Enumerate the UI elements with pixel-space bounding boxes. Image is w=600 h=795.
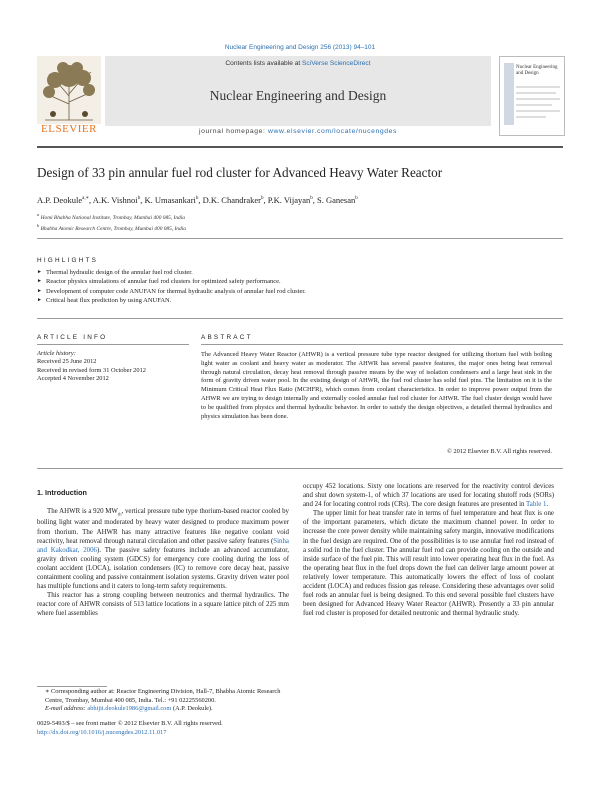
highlight-item: ► Thermal hydraulic design of the annular fuel rod cluster. [37, 268, 563, 277]
cover-stripe-icon [504, 63, 514, 125]
history-entry: Received in revised form 31 October 2012 [37, 366, 146, 374]
contents-prefix: Contents lists available at [225, 60, 303, 67]
author-sup: b [355, 196, 358, 202]
elsevier-logo [37, 56, 101, 136]
contents-line [105, 60, 491, 67]
author-sup: a,∗ [82, 196, 89, 202]
divider [37, 344, 189, 345]
para-text: ). The passive safety features include an advanced accumulator, gravity driven cooling system (GDCS) for emergency core cooling during the loss of coolant accident (LOCA), isolation condensers (IC) to remove core decay heat, passive containment cooling and passive containment isolation systems. Gravity driven water pool has multiple functions and it caters to long-term safety requirements. [37, 546, 290, 591]
table-link[interactable]: Table 1 [526, 501, 547, 509]
journal-cover [499, 56, 565, 136]
affiliation-text: Bhabha Atomic Research Centre, Trombay, Mumbai 400 085, India [40, 225, 186, 232]
author-name: S. Ganesan [317, 195, 356, 205]
author[interactable] [317, 195, 358, 205]
author-sep: , [88, 195, 93, 205]
highlights [37, 268, 563, 306]
abstract-text: The Advanced Heavy Water Reactor (AHWR) is a vertical pressure tube type reactor designed for utilizing thorium fuel with boiling light water as coolant and heavy water as moderator. The AHWR has several passive features, the major ones being heat removal through natural circulation, decay heat removal through passive means by the way of isolation condensers and a large heat sink in the form of gravity driven water pool. In the existing design of AHWR, the fuel rod cluster has solid fuel pins. The limitation on it is the Minimum Critical Heat Flux Ratio (MCHFR), which comes from coolant characteristics. In order to improve power output from the AHWR we are trying to design internally and externally cooled annular fuel rod cluster for AHWR. The fuel cluster design would have to be qualified from physics and thermal hydraulic behavior. In order to satisfy the design objectives, a detailed thermal hydraulics and physics simulation has been done. [201, 351, 552, 420]
para-text: . [546, 501, 549, 509]
divider [37, 468, 563, 469]
abstract-heading: ABSTRACT [201, 334, 253, 341]
affiliations [37, 211, 563, 233]
highlight-item: ► Development of computer code ANUFAN for thermal hydraulic analysis of annular fuel rod cluster. [37, 287, 563, 296]
email-link[interactable]: abhijit.deokule1986@gmail.com [87, 705, 172, 713]
journal-banner [105, 56, 491, 126]
paragraph: This reactor has a strong coupling between neutronics and thermal hydraulics. The reactor core of AHWR consists of 513 lattice locations in a square lattice pitch of 225 mm where fuel assemblies [37, 592, 289, 618]
author-name: A.K. Vishnoi [92, 195, 138, 205]
article-title: Design of 33 pin annular fuel rod cluster for Advanced Heavy Water Reactor [37, 165, 443, 180]
footnote [37, 688, 289, 714]
affiliation [37, 211, 563, 222]
divider [37, 238, 563, 239]
elsevier-wordmark: ELSEVIER [41, 123, 97, 135]
affiliation-key: a [37, 212, 40, 217]
email-line [37, 705, 289, 714]
highlights-heading: HIGHLIGHTS [37, 257, 99, 264]
article-history-label: Article history: [37, 350, 76, 357]
intro-right-column [303, 482, 554, 618]
paragraph [303, 482, 554, 509]
journal-header [37, 56, 563, 142]
article-info-heading: ARTICLE INFO [37, 334, 108, 341]
citation-link[interactable]: Sinha and Kakodkar, 2006 [37, 537, 289, 554]
paragraph [37, 507, 289, 591]
author[interactable] [37, 195, 93, 205]
cover-text-lines-icon [516, 85, 560, 125]
copyright: © 2012 Elsevier B.V. All rights reserved. [446, 448, 552, 455]
affiliation-text: Homi Bhabha National Institute, Trombay, Mumbai 400 085, India [40, 214, 185, 221]
journal-title: Nuclear Engineering and Design [209, 88, 387, 103]
affiliation-key: b [37, 222, 40, 228]
footnote-rule [37, 686, 107, 687]
affiliation [37, 222, 563, 233]
corresponding-author-note: ∗ Corresponding author at: Reactor Engineering Division, Hall-7, Bhabha Atomic Research Centre, Trombay, Mumbai 400 085, India. Tel.: +91 02225560200. [45, 688, 281, 704]
author[interactable] [93, 195, 145, 205]
cover-title: Nuclear Engineering and Design [516, 65, 558, 76]
divider [37, 318, 563, 319]
author-name: P.K. Vijayan [267, 195, 311, 205]
journal-citation[interactable]: Nuclear Engineering and Design 256 (2013) 94–101 [224, 44, 376, 51]
author-sep: , [263, 195, 268, 205]
issn-line: 0029-5493/$ – see front matter © 2012 Elsevier B.V. All rights reserved. [37, 720, 223, 727]
author-sep: , [312, 195, 318, 205]
author[interactable] [268, 195, 317, 205]
section-heading: 1. Introduction [37, 488, 87, 497]
header-rule [37, 146, 563, 148]
author-name: A.P. Deokule [37, 195, 83, 205]
author-name: K. Umasankari [144, 195, 196, 205]
elsevier-tree-icon [37, 56, 101, 124]
author-list [37, 195, 563, 205]
email-label: E-mail address: [45, 705, 88, 713]
para-text: occupy 452 locations. Sixty one locations are reserved for the reactivity control devices and shut down system-1, of which 37 locations are used for locating shutoff rods (SORs) and 24 for locating control rods (CRs). The core design features are presented in [303, 483, 554, 509]
front-matter [37, 720, 337, 737]
divider [201, 344, 563, 345]
email-suffix: (A.P. Deokule). [171, 705, 213, 713]
author-sup: b [195, 196, 199, 202]
sciencedirect-link[interactable]: SciVerse ScienceDirect [302, 60, 371, 67]
author-sup: b [260, 196, 264, 202]
author-sep: , [140, 195, 145, 205]
history-entry: Received 25 June 2012 [37, 358, 97, 366]
doi-link[interactable]: http://dx.doi.org/10.1016/j.nucengdes.2012.11.017 [37, 728, 167, 736]
author-name: D.K. Chandraker [202, 195, 261, 205]
highlight-item: ► Critical heat flux prediction by using ANUFAN. [37, 296, 563, 305]
highlight-item: ► Reactor physics simulations of annular fuel rod clusters for optimized safety performance. [37, 277, 563, 286]
homepage-line [105, 128, 491, 135]
para-text: The AHWR is a 920 MW [47, 508, 118, 515]
author[interactable] [203, 195, 268, 205]
article-history [37, 350, 189, 384]
homepage-prefix: journal homepage: [199, 128, 268, 135]
author-sup: b [137, 196, 141, 202]
para-sub: th [117, 511, 122, 517]
author[interactable] [144, 195, 202, 205]
homepage-url-link[interactable]: www.elsevier.com/locate/nucengdes [268, 128, 397, 135]
history-entry: Accepted 4 November 2012 [37, 375, 109, 383]
intro-left-column [37, 507, 289, 619]
para-text: , vertical pressure tube type thorium-based reactor cooled by boiling light water and moderated by heavy water designed to produce maximum power from thorium. The AHWR has many attractive features like negative coolant void reactivity, heat removal through natural circulation and other passive safety features ( [37, 508, 289, 545]
author-sep: , [198, 195, 203, 205]
author-sup: b [310, 196, 313, 202]
paragraph: The upper limit for heat transfer rate in terms of fuel temperature and heat flux is one of the important parameters, which dictate the maximum channel power. In order to increase the core power density while maintaining safety margin, innovative modifications in the fuel design are required. One of the possibilities is to use annular fuel rod instead of a solid rod in the fuel cluster. The annular fuel rod can provide cooling on the outside and inside surface of the fuel pin. This will result into lower operating heat flux in the fuel. As the operating heat flux in the fuel drops down the fuel can deliver large amount power at relatively lower temperature. This automatically lowers the effect of loss of coolant accident (LOCA) and reduces fission gas release. Considering these advantages over solid fuel rods an annular fuel is being designed. To this end several possible fuel clusters have been designed for Advanced Heavy Water Reactor (AHWR). Presently a 33 pin annular fuel rod cluster is proposed for detailed neutronic and thermal hydraulic study. [303, 510, 554, 618]
